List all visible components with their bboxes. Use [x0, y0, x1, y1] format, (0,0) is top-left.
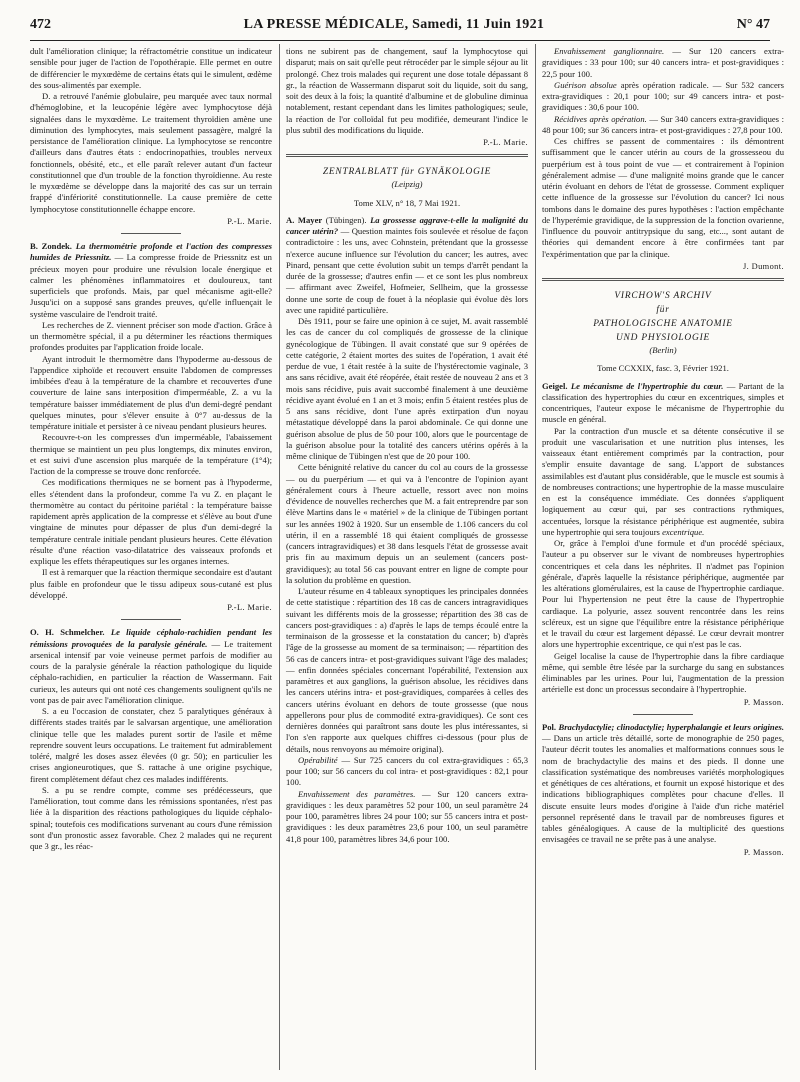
journal-city: (Leipzig) — [391, 179, 423, 190]
signature: P.-L. Marie. — [483, 138, 528, 147]
subheading: Récidives après opération. — [554, 113, 647, 124]
issue-number: N° 47 — [736, 17, 770, 32]
paragraph: Il est à remarquer que la réaction thermique secondaire est d'autant plus faible en profondeur que le tissu adipeux sous-cutané est plus développé. — [30, 567, 272, 600]
paragraph: Ayant introduit le thermomètre dans l'hypoderme au-dessous de l'appendice xiphoïde et recouvert ensuite l'abdomen de compresses imbibées d'eau à la température de la chambre et recouvertes d'une couverture de laine sans interposition d'imperméable, Z. a vu la température baisser immédiatement de plus d'un demi-degré pendant quelques minutes, pour s'élever ensuite à 0°7 au-dessus de la température initiale et persister à ce niveau pendant plusieurs heures. — [30, 353, 272, 431]
abstract-heading — [286, 215, 528, 316]
column-right — [542, 46, 784, 862]
paragraph: — Le traitement arsenical intensif par voie veineuse permet parfois de modifier au cours de la paralysie générale la réaction pathologique du liquide céphalo-rachidien, en particulier la réaction de Wassermann. Fait curieux, les auteurs qui ont noté ces changements soulignent qu'ils ne vont pas de pair avec l'amélioration clinique. — [30, 638, 272, 705]
paragraph: S. a eu l'occasion de constater, chez 5 paralytiques généraux à différents stades traités par le salvarsan argentique, une amélioration clinique telle que les malades purent sortir de l'asile et même reprendre souvent leurs occupations. Le traitement fut admirablement toléré, malgré les doses assez élevées (0 gr. 50); en particulier les crises angioneurotiques, que S. rattache à une origine psychique, firent complètement défaut chez ces malades indifférents. — [30, 706, 272, 784]
abstract-heading — [30, 241, 272, 320]
subheading: Envahissement ganglionnaire. — [554, 46, 665, 56]
subheading: Guérison absolue — [554, 79, 617, 90]
paragraph: Les recherches de Z. viennent préciser son mode d'action. Grâce à un thermomètre spécial, il a pu déterminer les réactions thermiques profondes produites par l'application froide locale. — [30, 319, 272, 353]
paragraph: Geigel localise la cause de l'hypertrophie dans la fibre cardiaque même, qui semble être lésée par la surcharge du sang en substances éliminables par les urines. Pour lui, l'augmentation de la pression artérielle est donc un processus secondaire à l'hypertrophie. — [542, 650, 784, 695]
journal-city: (Berlin) — [649, 345, 677, 355]
author: A. Mayer — [286, 214, 323, 225]
author-place: (Tübingen). — [325, 214, 367, 225]
article-title: Le mécanisme de l'hypertrophie du cœur. — [570, 380, 724, 391]
journal-name: PATHOLOGISCHE ANATOMIE — [593, 319, 733, 329]
signature: P.-L. Marie. — [227, 216, 272, 226]
journal-name: ZENTRALBLATT für GYNÄKOLOGIE — [322, 167, 492, 178]
paragraph: — Partant de la classification des hypertrophies du cœur en excentriques, simples et concentriques, l'auteur expose le mécanisme de l'hypertrophie du muscle en général. — [542, 380, 784, 425]
volume-line: Tome CCXXIX, fasc. 3, Février 1921. — [597, 363, 729, 374]
paragraph: Recouvre-t-on les compresses d'un imperméable, l'abaissement thermique se maintient un peu plus longtemps, dix minutes environ, et est suivi d'une ascension plus marquée de la température (1°4); l'action de la compresse se trouve donc renforcée. — [30, 432, 272, 476]
journal-name: VIRCHOW'S ARCHIV — [614, 291, 712, 301]
article-title: Brachydactylie; clinodactylie; hyperphalangie et leurs origines. — [558, 721, 784, 732]
signature: P. Masson. — [743, 847, 784, 857]
text: — Sur 340 cancers extra-gravidiques : 48 pour 100; sur 36 cancers intra- et post-gravidiques : 27,8 pour 100. — [542, 113, 784, 135]
signature: P.-L. Marie. — [227, 603, 272, 612]
text: Par la contraction d'un muscle et sa détente consécutive il se produit une vascularisation et une nutrition plus intenses, les vaisseaux étant entièrement comprimés par la contraction, pour s'emplir ensuite davantage de sang. L'apport de substances assimilables est d'autant plus considérable, que le muscle est soumis à de nombreuses contractions; une hypertrophie de la masse musculaire en est la conséquence immédiate. Ces données s'appliquent logiquement au cœur qui, par ses contractions rythmiques, accentuées, lorsque la résistance périphérique est augmentée, subira une hypertrophie qui sera toujours — [542, 425, 784, 537]
paragraph: Ces chiffres se passent de commentaires : ils démontrent suffisamment que le cancer utérin au cours de la grossesseou du puerpérium est à tous point de vue — et contrairement à l'opinion généralement admise — d'une malignité moins grande que le cancer utérin évoluant en dehors de l'état de grossesse. Comment expliquer cette influence de la grossesse sur l'évolution du cancer? Ici nous tombons dans le domaine des pures hypothèses : l'action empêchante de l'hyperémie gravidique, de la suppression de la fonction ovarienne, l'influence du pouvoir antitrypsique du sang, etc..., sont autant de théories qui demandent encore à être confirmées tant par l'expérimentation que par la clinique. — [542, 136, 784, 259]
signature: J. Dumont. — [743, 261, 784, 271]
paragraph: S. a pu se rendre compte, comme ses prédécesseurs, que l'amélioration, tout comme dans les rémissions spontanées, n'est pas liée à la disparition des réactions pathologiques du liquide céphalo-spinal; toutefois ces modifications survenant au cours d'une rémission sont d'un pronostic assez favorable. Chez 2 malades qui ne reçurent que 3 gr., les réac- — [30, 784, 272, 851]
paragraph — [542, 426, 784, 539]
text: après opération radicale. — Sur 532 cancers extra-gravidiques : 20,1 pour 100; sur 49 cancers intra- et post-gravidiques : 30,6 pour 100. — [542, 79, 784, 113]
paragraph — [286, 755, 528, 789]
column-rule — [535, 44, 536, 1070]
abstract-heading — [542, 381, 784, 426]
paragraph: tions ne subirent pas de changement, sauf la lymphocytose qui disparut; mais on sait qu'elle peut rétrocéder par le simple séjour au lit prolongé. Chez trois malades qui reçurent une dose totale dépassant 8 gr., la réaction de Wassermann disparut soit du liquide, soit du sang, soit des deux à la fois; la quantité d'albumine et de globuline diminua notablement, restant cependant dans les limites pathologiques; seule, la réaction de l'or colloïdal fut peu modifiée, demeurant l'indice le plus subtil des modifications du liquide. — [286, 46, 528, 135]
running-header — [30, 17, 770, 41]
volume-line: Tome XLV, n° 18, 7 Mai 1921. — [353, 197, 461, 208]
paragraph: Ces modifications thermiques ne se bornent pas à l'hypoderme, elles s'étendent dans la profondeur, comme l'a vu Z. en plaçant le thermomètre au contact du péritoine pariétal : la température baisse rapidement après application de la compresse et s'élève au bout d'une vingtaine de minutes pour dépasser de plus d'un demi-degré la température centrale initiale pendant plusieurs heures. Cette élévation résulte d'une réaction vaso-dilatatrice des vaisseaux profonds et explique les effets thérapeutiques sur les organes internes. — [30, 477, 272, 566]
page-number: 472 — [30, 17, 51, 32]
author: O. H. Schmelcher. — [30, 627, 105, 638]
paragraph — [542, 46, 784, 80]
author: Pol. — [542, 721, 557, 732]
text: — Sur 725 cancers du col extra-gravidiques : 65,3 pour 100; sur 56 cancers du col intra- et post-gravidiques : 82,1 pour 100. — [286, 754, 528, 788]
paragraph: Cette bénignité relative du cancer du col au cours de la grossesse — ou du puerpérium — et qui va à l'encontre de l'opinion ayant généralement cours à l'heure actuelle, ressort avec non moins d'évidence de nouvelles recherches que M. a fait entreprendre par son élève Martins dans le « matériel » de la clinique de Tübingen portant sur les années 1902 à 1920. Sur un ensemble de 1.106 cancers du col utérin, il en a rassemblé 18 qui étaient compliqués de grossesse (cancers intragravidiques) et 38 dans lesquels l'état de grossesse avait pris fin au maximum depuis un an seulement (cancers post-gravidiques); au total 56 cas pouvant entrer en ligne de compte pour la solution du problème en question. — [286, 462, 528, 585]
paragraph — [542, 114, 784, 137]
paragraph: — La compresse froide de Priessnitz est un précieux moyen pour produire une révulsion locale énergique et calmer les phénomènes inflammatoires et douloureux, tant superficiels que profonds. Mais, par quel mécanisme agit-elle? Jusqu'ici on a supposé sans grandes preuves, qu'elle influençait le système vasculaire de l'endroit traité. — [30, 252, 272, 319]
paragraph: Dès 1911, pour se faire une opinion à ce sujet, M. avait rassemblé les cas de cancer du col compliqués de grossesse de la clinique gynécologique de Tübingen. Il avait constaté que sur 9 opérées de cette catégorie, 2 étaient mortes des suites de l'opération, 1 avait été perdue de vue, 1 était restée à la suite de l'hystérectomie vaginale, 3 ans sans récidive, avait été réopérée, était restée de nouveau 2 ans et 3 mois sans récidive, puis avait succombé finalement à une deuxième récidive ayant évolué en 1 an et 3 mois; enfin 5 étaient restées plus de 5 ans sans récidive, dont l'une après extirpation d'un noyau métastatique développé dans la paroi abdominale. Ce qui donne une guérison absolue de plus de 50 pour 100, alors que le pourcentage de la guérison absolue pour la totalité des cancers utérins opérés à la même clinique de Tübingen n'est que de 20 pour 100. — [286, 316, 528, 461]
paragraph — [542, 80, 784, 114]
separator — [121, 233, 181, 234]
text: — Sur 120 cancers extra-gravidiques : les deux paramètres 52 pour 100, un seul paramètre 24 pour 100, paramètres libres 24 pour 100; sur 55 cancers intra et post-gravidiques : les deux paramètres 23,6 pour 100, un seul paramètre 41,8 pour 100, paramètres libres 34,6 pour 100. — [286, 788, 528, 844]
journal-name: UND PHYSIOLOGIE — [615, 333, 711, 343]
paragraph: Or, grâce à l'emploi d'une formule et d'un procédé spéciaux, l'auteur a pu observer sur le vivant de nombreuses hypertrophies concentriques et cela dans les néphrites. Il n'admet pas l'opinion générale, d'après laquelle la résistance périphérique, augmentée par les altérations glomérulaires, est la cause de l'hypertrophie cardiaque. Pour lui l'hypertension ne peut être la cause de l'hypertrophie cardiaque. La polyurie, assez souvent rencontrée dans les reins scléreux, est un signe que l'équilibre entre la résistance périphérique et le travail du cœur est largement dépassé. Le cœur devrait montrer alors une hypertrophie excentrique, ce qui n'est pas le cas. — [542, 538, 784, 650]
article-title: La grossesse aggrave-t-elle la malignité du cancer utérin? — [286, 214, 528, 236]
column-middle — [286, 46, 528, 845]
abstract-heading — [542, 722, 784, 846]
subheading: Opérabilité — [298, 754, 338, 765]
author: B. Zondek. — [30, 241, 72, 251]
paragraph — [286, 789, 528, 845]
text: excentrique. — [662, 526, 705, 537]
separator — [633, 714, 693, 715]
journal-name: für — [656, 305, 670, 315]
text: — Sur 120 cancers extra-gravidiques : 33 pour 100; sur 40 cancers intra- et post-gravidiques : 22,5 pour 100. — [542, 46, 784, 79]
section-rule — [286, 154, 528, 157]
abstract-heading — [30, 627, 272, 706]
column-rule — [279, 44, 280, 1070]
journal-title: LA PRESSE MÉDICALE, Samedi, 11 Juin 1921 — [243, 17, 545, 32]
paragraph: L'auteur résume en 4 tableaux synoptiques les principales données de cette statistique : répartition des 18 cas de cancers intragravidiques suivant les différents mois de la grossesse; répartition des 38 cas de cancers post-gravidiques : a) d'après le laps de temps écoulé entre la terminaison de la grossesse et la constatation du cancer; b) d'après l'âge de la grossesse au moment de sa terminaison; — répartition des 56 cas de cancers intra- et post-gravidiques suivant l'âge des malades; — enfin données spéciales concernant l'opérabilité, l'extension aux paramètres et aux ganglions, la guérison absolue, les récidives dans les cancers utérins intra- et post-gravidiques, comparées à celles des cancers utérins évoluant en dehors de toute grossesse (que nous appellerons pour plus de commodité extra-gravidiques). Ce sont ces dernières données qui paraîtront sans doute les plus intéressantes, si l'on s'en rapporte aux quelques chiffres ci-dessous (pour plus de détails, nous renvoyons au mémoire original). — [286, 586, 528, 754]
article-title: Le liquide céphalo-rachidien pendant les rémissions provoquées de la paralysie générale. — [30, 627, 273, 649]
signature: P. Masson. — [743, 697, 784, 707]
article-title: La thermométrie profonde et l'action des compresses humides de Priessnitz. — [30, 241, 272, 263]
author: Geigel. — [542, 380, 568, 391]
paragraph: D. a retrouvé l'anémie globulaire, peu marquée avec taux normal d'hémoglobine, et la leucopénie légère avec lymphocytose déjà signalées dans le myxœdème. Le traitement thyroïdien amène une diminution des lymphocytes, mais seulement passagère, malgré la persistance de l'amélioration clinique. La lymphocytose se rencontre d'ailleurs dans d'autres états : endocrinopathies, troubles nerveux fonctionnels, obésité, etc., et elle paraît relever autant d'un facteur constitutionnel que d'un trouble de la fonction thyroïdienne. Au reste le myxœdème se développe dans la majorité des cas sur un terrain frappé d'infériorité constitutionnelle. La cause première de cette lymphocytose constitutionnelle échappe encore. — [30, 91, 272, 214]
subheading: Envahissement des paramètres. — [298, 788, 416, 799]
separator — [121, 619, 181, 620]
paragraph: — Question maintes fois soulevée et résolue de façon contradictoire : les uns, avec Cohnstein, prétendant que la grossesse n'exerce aucune influence sur l'évolution du cancer; les autres, avec Pinard, pensant que cette évolution subit un temps d'arrêt pendant la durée de la grossesse; d'autres enfin — et ce sont les plus nombreux — affirmant avec Zweifel, Hofmeier, Sellheim, que la grossesse donne une sorte de coup de fouet à la néoplasie qui évolue dès lors avec une rapidité particulière. — [286, 226, 528, 315]
paragraph: dult l'amélioration clinique; la réfractométrie constitue un indicateur sensible pour juger de l'action de l'opothérapie. Elle permet en outre de différencier le myxœdème de certains états qui le simulent, œdème des sous-alimentés par exemple. — [30, 46, 272, 90]
paragraph: — Dans un article très détaillé, sorte de monographie de 250 pages, l'auteur décrit toutes les anomalies et malformations connues sous le nom de brachydactylie des mains et des pieds. Il donne une classification systématique des nombreuses variétés morphologiques et génétiques de ces altérations, et fournit un exposé historique et des indications bibliographiques complètes pour chacune d'elles. Il discute ensuite leurs modes d'origine à l'aide d'un riche matériel personnel représenté dans le travail par de nombreuses figures et tables généalogiques. A cause de la multiplicité des questions envisagées ce travail ne se prête pas à une analyse. — [542, 733, 784, 845]
section-rule — [542, 278, 784, 281]
header-rule — [30, 40, 770, 41]
column-left — [30, 46, 272, 852]
